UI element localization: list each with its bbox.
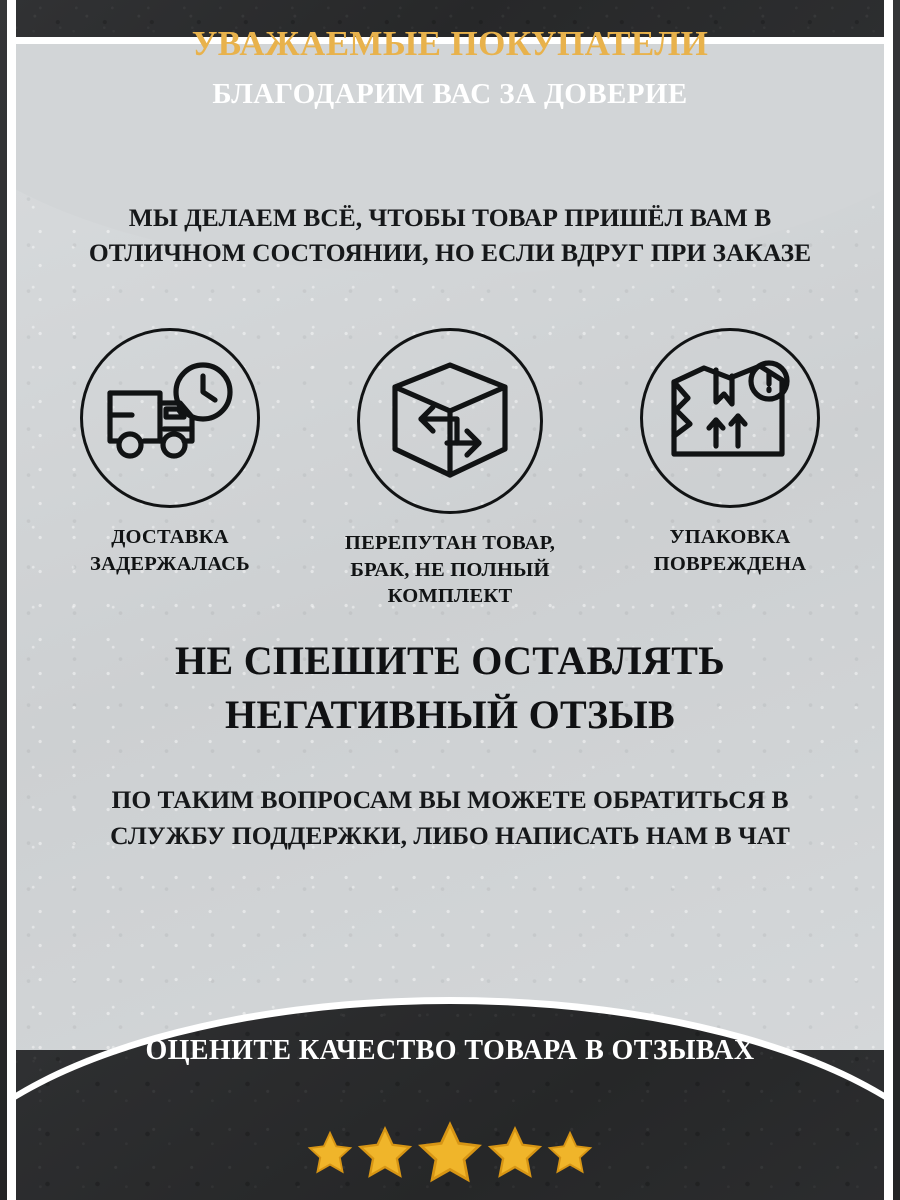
issue-item-damaged-package — [600, 328, 860, 577]
frame-left — [7, 0, 16, 1200]
damaged-package-warning-icon — [640, 328, 820, 508]
support-text: ПО ТАКИМ ВОПРОСАМ ВЫ МОЖЕТЕ ОБРАТИТЬСЯ В СЛУЖБУ ПОДДЕРЖКИ, ЛИБО НАПИСАТЬ НАМ В ЧАТ — [110, 785, 790, 850]
issue-item-delivery — [40, 328, 300, 577]
star-icon-5[interactable] — [547, 1130, 593, 1181]
issue-label-wrong-goods: ПЕРЕПУТАН ТОВАР, БРАК, НЕ ПОЛНЫЙ КОМПЛЕКТ — [344, 532, 556, 608]
page-subtitle: БЛАГОДАРИМ ВАС ЗА ДОВЕРИЕ — [212, 78, 688, 110]
frame-right — [884, 0, 893, 1200]
frame-outer-right — [893, 0, 900, 1200]
rating-stars[interactable] — [0, 1120, 900, 1191]
issue-label-delivery: ДОСТАВКА ЗАДЕРЖАЛАСЬ — [90, 526, 250, 575]
frame-outer-left — [0, 0, 7, 1200]
intro-text: МЫ ДЕЛАЕМ ВСЁ, ЧТОБЫ ТОВАР ПРИШЁЛ ВАМ В ОТЛИЧНОМ СОСТОЯНИИ, НО ЕСЛИ ВДРУГ ПРИ ЗАКАЗЕ — [88, 203, 812, 268]
footer-text: ОЦЕНИТЕ КАЧЕСТВО ТОВАРА В ОТЗЫВАХ — [145, 1035, 755, 1066]
star-icon-4[interactable] — [487, 1125, 543, 1186]
page-title: УВАЖАЕМЫЕ ПОКУПАТЕЛИ — [191, 24, 709, 63]
issue-item-wrong-goods — [320, 328, 580, 610]
star-icon-3[interactable] — [417, 1120, 483, 1191]
issue-icon-row — [40, 328, 860, 610]
star-icon-1[interactable] — [307, 1130, 353, 1181]
issue-label-damaged-package: УПАКОВКА ПОВРЕЖДЕНА — [653, 526, 807, 575]
star-icon-2[interactable] — [357, 1125, 413, 1186]
box-exchange-arrows-icon — [357, 328, 543, 514]
delivery-truck-clock-icon — [80, 328, 260, 508]
headline-text: НЕ СПЕШИТЕ ОСТАВЛЯТЬ НЕГАТИВНЫЙ ОТЗЫВ — [175, 638, 725, 738]
